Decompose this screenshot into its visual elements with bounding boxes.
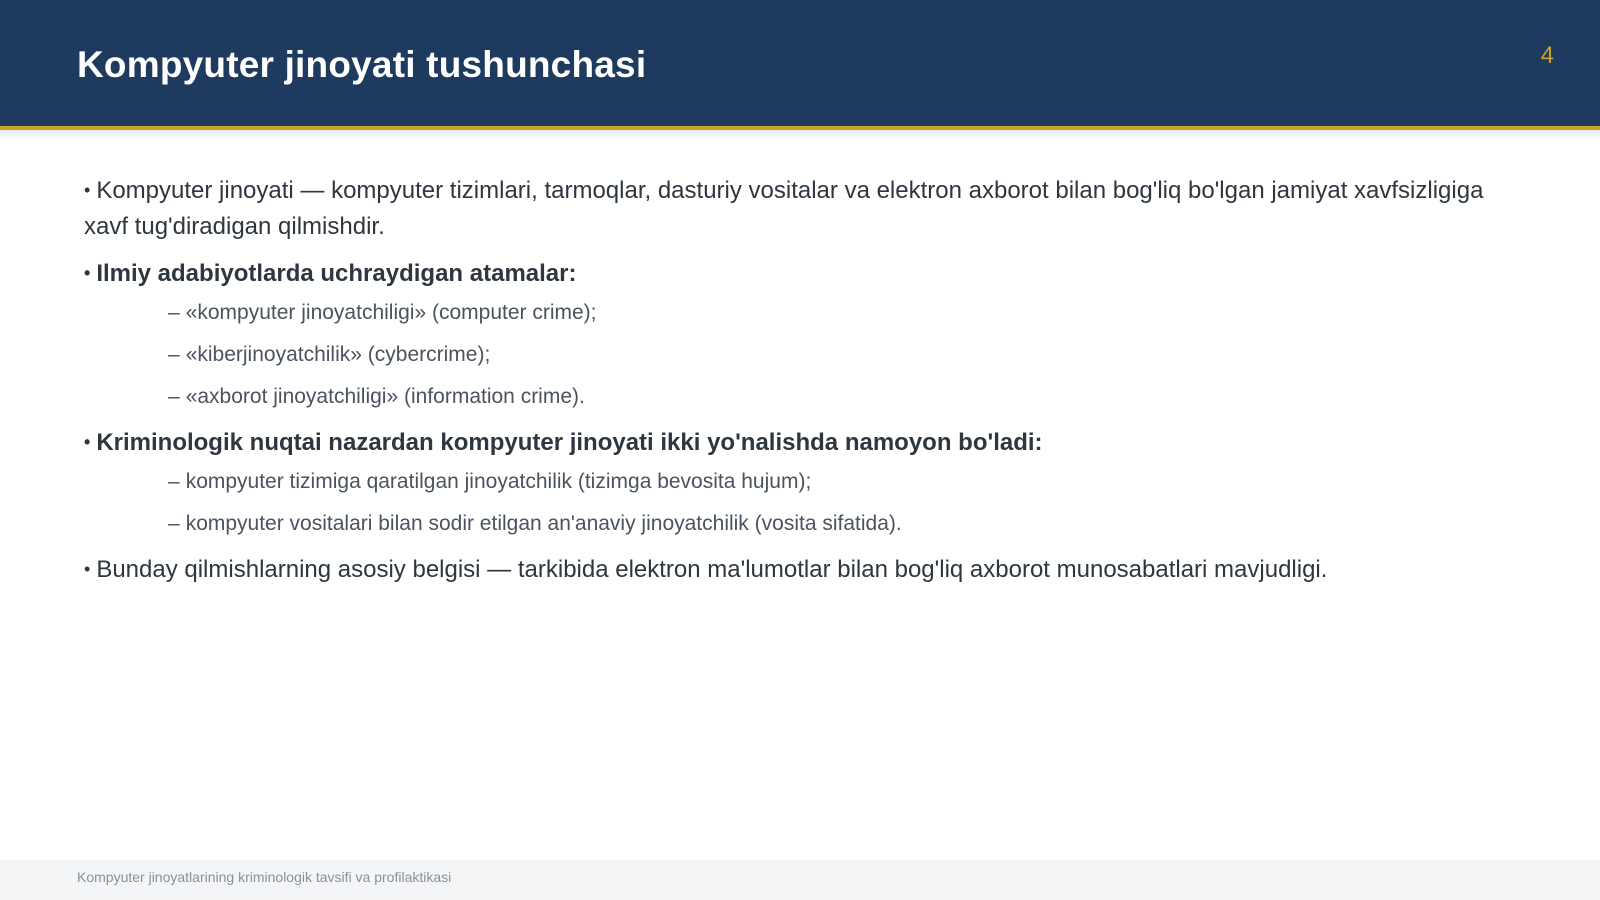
dash-icon: – [168,301,180,324]
bullet-icon: • [84,559,91,579]
list-item: – «kompyuter jinoyatchiligi» (computer crime); [168,301,597,324]
dash-icon: – [168,470,180,493]
footer-text: Kompyuter jinoyatlarining kriminologik tavsifi va profilaktikasi [77,869,452,885]
list-item: – kompyuter vositalari bilan sodir etilgan an'anaviy jinoyatchilik (vosita sifatida). [168,512,902,535]
bullet-icon: • [84,263,91,283]
terms-list [168,298,1524,412]
bullet-text: Kriminologik nuqtai nazardan kompyuter jinoyati ikki yo'nalishda namoyon bo'ladi: [96,429,1043,456]
list-item: – «axborot jinoyatchiligi» (information crime). [168,385,585,408]
bullet-terms-heading [84,255,1524,292]
header-shadow [0,130,1600,140]
slide-content [84,172,1524,588]
bullet-text: Kompyuter jinoyati — kompyuter tizimlari, tarmoqlar, dasturiy vositalar va elektron axborot bilan bog'liq bo'lgan jamiyat xavfsizligiga xavf tug'diradigan qilmishdir. [84,177,1484,240]
bullet-text: Ilmiy adabiyotlarda uchraydigan atamalar: [96,260,577,287]
slide-header [0,0,1600,126]
list-item: – kompyuter tizimiga qaratilgan jinoyatchilik (tizimga bevosita hujum); [168,470,812,493]
bullet-icon: • [84,180,91,200]
bullet-criminology-heading [84,424,1524,461]
directions-list [168,467,1524,539]
bullet-icon: • [84,432,91,452]
bullet-text: Bunday qilmishlarning asosiy belgisi — tarkibida elektron ma'lumotlar bilan bog'liq axborot munosabatlari mavjudligi. [96,556,1328,583]
dash-icon: – [168,343,180,366]
list-item: – «kiberjinoyatchilik» (cybercrime); [168,343,491,366]
bullet-main-feature [84,551,1524,588]
page-number: 4 [1540,42,1554,69]
slide-title: Kompyuter jinoyati tushunchasi [77,44,647,85]
bullet-definition [84,172,1524,245]
dash-icon: – [168,385,180,408]
dash-icon: – [168,512,180,535]
